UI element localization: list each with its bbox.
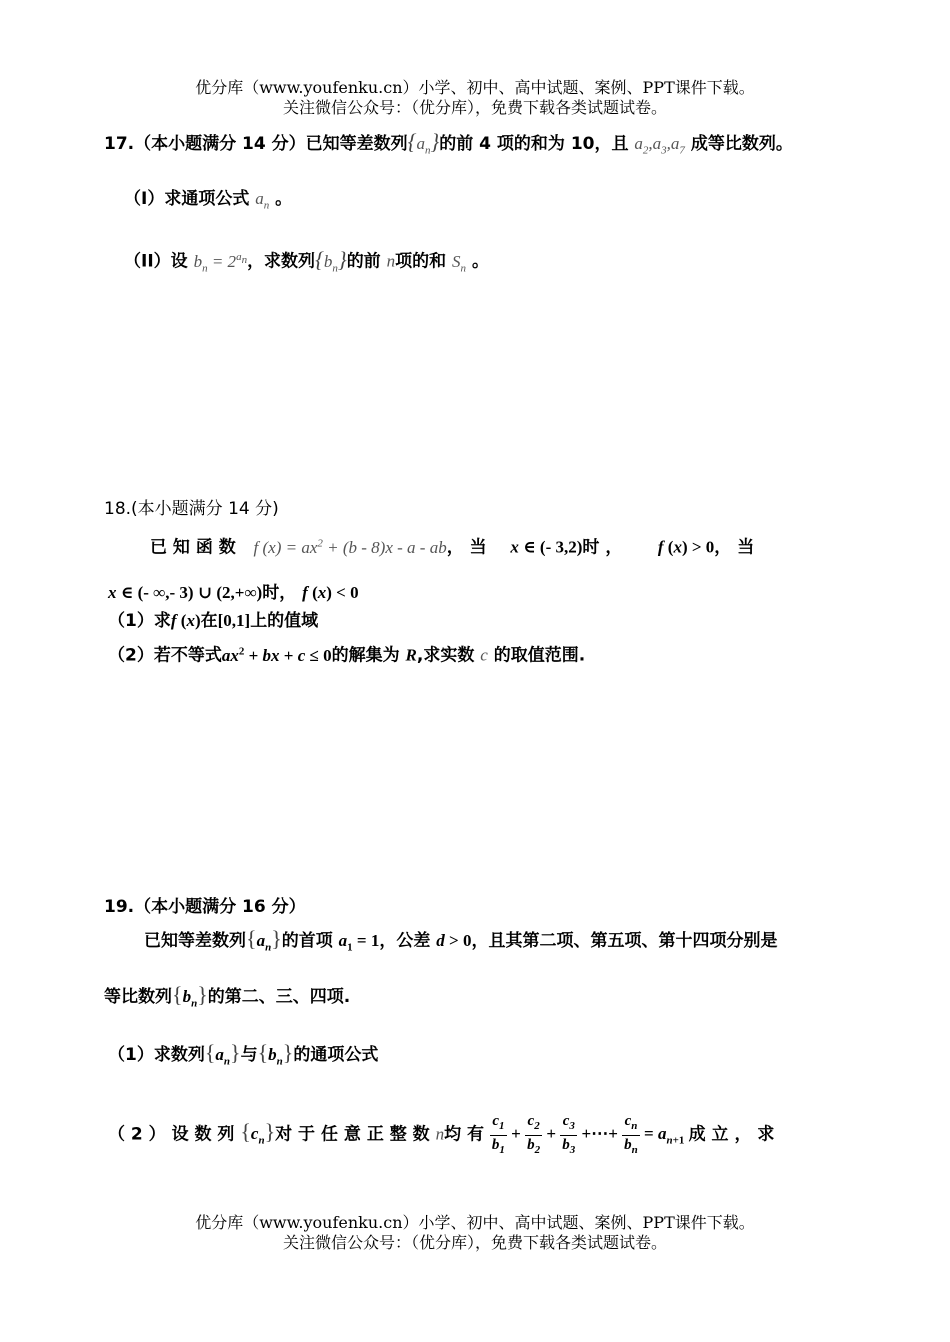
math-d-gt-0: d > 0 [436, 931, 472, 950]
math-interval-0-1: [0,1] [217, 611, 251, 630]
q18-stem-text-e: 时， [262, 583, 297, 603]
q19-part1 [108, 1042, 378, 1072]
math-x-in-interval-1: x ∈ (- 3,2) [510, 537, 583, 557]
q17-part2-text-c: 的前 [346, 251, 381, 272]
q18-label: 18. [104, 499, 132, 519]
q17-stem [104, 131, 793, 161]
q19-part2-text-d: 成 立 ， 求 [688, 1124, 775, 1145]
q19-points: （本小题满分 16 分） [134, 897, 306, 917]
q18-part1 [108, 610, 318, 632]
math-seq-an: $\{a_n\}$ [246, 926, 282, 954]
math-fx-gt-0: f (x) > 0 [657, 537, 715, 557]
math-inequality: $ax^2$ + bx + c ≤ 0 [221, 645, 332, 665]
q17-part2 [124, 246, 489, 279]
q17-part1-end: 。 [275, 189, 293, 209]
q19-part2 [108, 1112, 774, 1159]
math-a2-a3-a7: $a_2,a_3,a_7$ [634, 134, 685, 157]
q17-label: 17. [104, 134, 135, 154]
q17-part2-end: 。 [471, 251, 489, 272]
math-a1-eq-1: $a_1 = 1$ [338, 931, 380, 954]
math-fx-def: f $(x) = ax^2 + (b - 8)x - a$ - ab [253, 537, 447, 557]
header-line-2: 关注微信公众号：（优分库），免费下载各类试题试卷。 [282, 98, 667, 117]
math-seq-cn: $\{c_n\}$ [240, 1119, 276, 1147]
q18-stem-line2 [108, 582, 359, 604]
q19-label: 19. [104, 897, 135, 917]
math-seq-bn: $\{b_n\}$ [315, 246, 347, 275]
math-seq-bn: $\{b_n\}$ [172, 982, 208, 1010]
math-bn-def: $b_n = 2^{a_n}$ [193, 251, 248, 275]
q19-part1-text-a: （1）求数列 [108, 1045, 205, 1065]
q19-part1-text-b: 与 [240, 1045, 258, 1065]
q19-part1-text-c: 的通项公式 [293, 1045, 379, 1065]
q18-points: (本小题满分 14 分) [131, 499, 279, 519]
q18-stem-text-c: 时 ， [582, 537, 623, 558]
math-sum-fractions: $\frac{c_1}{b_1}$ + $\frac{c_2}{b_2}$ + $\frac{c_3}{b_3}$ +⋯+ $\frac{c_n}{b_n}$ = $a_{n+1}$ [491, 1113, 685, 1156]
q18-stem-text-d: ， 当 [714, 537, 755, 558]
q17-stem-text-c: 成等比数列。 [690, 134, 793, 154]
q17-part1 [124, 188, 292, 216]
q19-title [104, 896, 306, 918]
footer-line-2: 关注微信公众号：（优分库），免费下载各类试题试卷。 [282, 1233, 667, 1252]
q18-part2-text-b: 的解集为 [331, 645, 400, 666]
q17-part2-text-a: （II）设 [124, 251, 188, 272]
q17-stem-text-a: 已知等差数列 [305, 134, 408, 154]
q18-stem-text-a: 已 知 函 数 [150, 537, 236, 558]
math-an: $a_n$ [255, 189, 270, 212]
q18-part1-text-c: 上的值域 [250, 611, 319, 631]
q18-title [104, 498, 279, 520]
q17-points: （本小题满分 14 分） [134, 134, 306, 154]
q18-part1-text-b: 在 [200, 611, 218, 631]
q19-stem-line1 [144, 928, 777, 958]
q17-part2-text-d: 项的和 [395, 251, 447, 272]
q17-part1-text: （I）求通项公式 [124, 189, 250, 209]
q18-part2 [108, 640, 585, 667]
q18-part2-text-a: （2）若不等式 [108, 645, 222, 666]
math-n-2: n [435, 1124, 445, 1144]
q18-part2-text-c: ,求实数 [416, 645, 475, 666]
q19-stem-text-d: ，且其第二项、第五项、第十四项分别是 [471, 931, 778, 951]
math-R: R [405, 645, 417, 665]
q19-part2-text-c: 均 有 [444, 1124, 484, 1145]
math-c: c [480, 645, 488, 665]
math-sn: $S_n$ [452, 251, 467, 275]
q19-part2-text-b: 对 于 任 意 正 整 数 [275, 1124, 430, 1145]
q17-stem-text-b: 的前 4 项的和为 10，且 [439, 134, 629, 154]
math-fx: f (x) [170, 611, 201, 630]
q19-stem-text-c: ，公差 [379, 931, 431, 951]
q19-stem-text-f: 的第二、三、四项. [207, 987, 351, 1007]
q18-stem-line1 [150, 532, 754, 559]
header-line-1: 优分库（www.youfenku.cn）小学、初中、高中试题、案例、PPT课件下载。 [195, 78, 755, 97]
math-x-in-union: x ∈ (- ∞,- 3) ∪ (2,+∞) [108, 583, 263, 602]
math-seq-bn-2: $\{b_n\}$ [257, 1040, 294, 1068]
q18-stem-text-b: ， 当 [446, 537, 487, 558]
q19-stem-line2 [104, 984, 350, 1014]
q19-stem-text-e: 等比数列 [104, 987, 172, 1007]
math-fx-lt-0: f (x) < 0 [302, 583, 359, 602]
math-seq-an: $\{a_n\}$ [407, 129, 440, 157]
math-seq-an-2: $\{a_n\}$ [204, 1040, 241, 1068]
math-n: n [386, 251, 396, 271]
footer-line-1: 优分库（www.youfenku.cn）小学、初中、高中试题、案例、PPT课件下载。 [195, 1213, 755, 1232]
q18-part1-text-a: （1）求 [108, 611, 171, 631]
q17-part2-text-b: ，求数列 [247, 251, 316, 272]
q19-stem-text-a: 已知等差数列 [144, 931, 246, 951]
q19-part2-text-a: （ 2 ） 设 数 列 [108, 1124, 235, 1145]
q19-stem-text-b: 的首项 [281, 931, 333, 951]
q18-part2-text-d: 的取值范围. [493, 645, 586, 666]
